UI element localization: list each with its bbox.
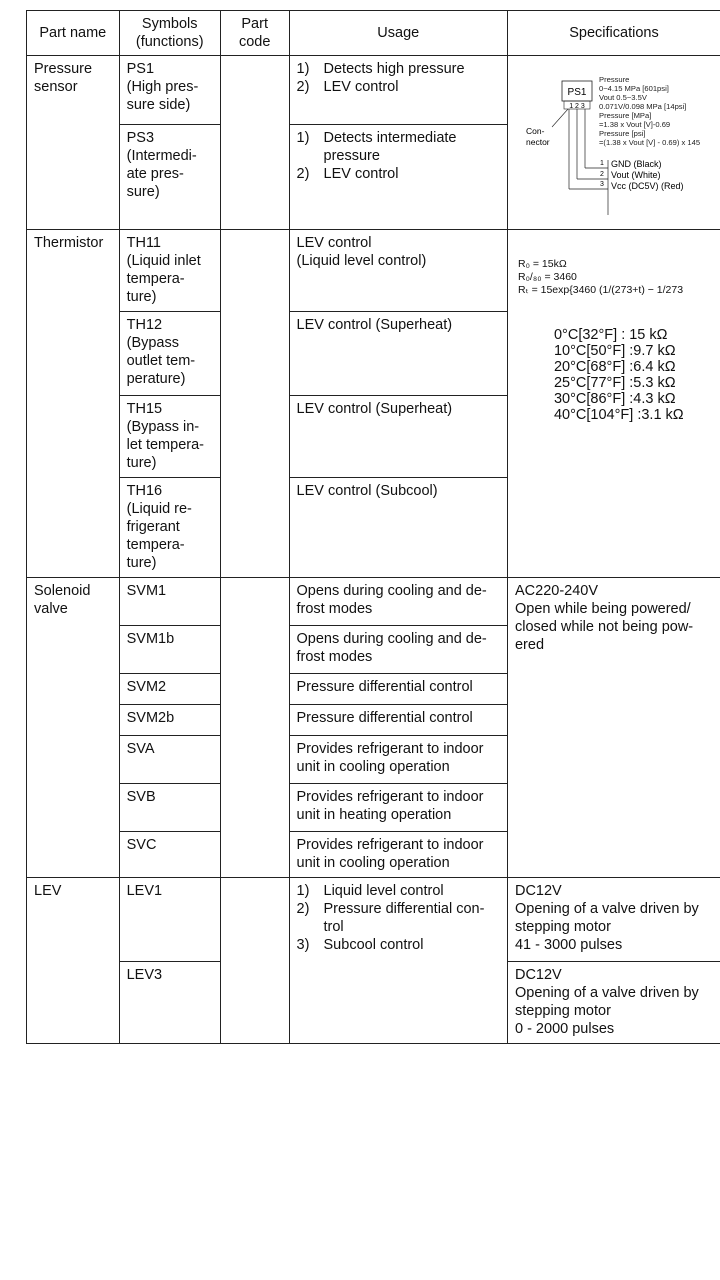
part-code-cell bbox=[220, 578, 289, 878]
pin-num: 3 bbox=[599, 181, 604, 188]
usage-th11: LEV control (Liquid level control) bbox=[289, 230, 507, 312]
diagram-note: Pressure [psi] bbox=[598, 129, 646, 138]
usage-svm2: Pressure differential control bbox=[289, 674, 507, 705]
pressure-sensor-spec bbox=[507, 56, 720, 230]
temp-resistance: 0°C[32°F] : 15 kΩ bbox=[553, 327, 668, 343]
formula-rt: Rₜ = 15exp{3460 (1/(273+t) − 1/273 bbox=[517, 284, 684, 296]
usage-lev: 1) Liquid level control 2) Pressure differential con-trol 3) Subcool control bbox=[289, 878, 507, 1044]
temp-resistance: 25°C[77°F] :5.3 kΩ bbox=[553, 375, 676, 391]
diagram-note: Pressure bbox=[598, 75, 630, 84]
usage-svm2b: Pressure differential control bbox=[289, 705, 507, 736]
usage-th16: LEV control (Subcool) bbox=[289, 478, 507, 578]
symbol-svm2: SVM2 bbox=[119, 674, 220, 705]
table-row bbox=[27, 878, 720, 962]
spec-lev3: DC12V Opening of a valve driven by stepping motor 0 - 2000 pulses bbox=[507, 962, 720, 1044]
table-row bbox=[27, 578, 720, 626]
usage-ps1: 1) Detects high pressure 2) LEV control bbox=[289, 56, 507, 125]
symbol-ps1: PS1 (High pres- sure side) bbox=[119, 56, 220, 125]
temp-resistance: 10°C[50°F] :9.7 kΩ bbox=[553, 343, 676, 359]
temp-resistance: 30°C[86°F] :4.3 kΩ bbox=[553, 391, 676, 407]
part-solenoid-valve: Solenoid valve bbox=[27, 578, 120, 878]
usage-sva: Provides refrigerant to indoor unit in cooling operation bbox=[289, 736, 507, 784]
symbol-lev3: LEV3 bbox=[119, 962, 220, 1044]
diagram-note: Vout 0.5~3.5V bbox=[598, 93, 647, 102]
symbol-th16: TH16 (Liquid re- frigerant tempera- ture) bbox=[119, 478, 220, 578]
symbol-th11: TH11 (Liquid inlet tempera- ture) bbox=[119, 230, 220, 312]
symbol-lev1: LEV1 bbox=[119, 878, 220, 962]
usage-ps3: 1) Detects intermediate pressure 2) LEV control bbox=[289, 125, 507, 230]
diagram-note: =1.38 x Vout [V]-0.69 bbox=[598, 120, 671, 129]
part-lev: LEV bbox=[27, 878, 120, 1044]
diagram-note: 0~4.15 MPa [601psi] bbox=[598, 84, 669, 93]
symbol-th15: TH15 (Bypass in- let tempera- ture) bbox=[119, 396, 220, 478]
header-specifications: Specifications bbox=[507, 11, 720, 56]
pin-num: 2 bbox=[599, 171, 604, 178]
parts-table bbox=[26, 10, 720, 1044]
pin-label-gnd: GND (Black) bbox=[610, 159, 662, 169]
usage-svm1: Opens during cooling and de- frost modes bbox=[289, 578, 507, 626]
thermistor-spec bbox=[507, 230, 720, 578]
ps1-pins: 1 2 3 bbox=[569, 103, 585, 110]
formula-r0: R₀ = 15kΩ bbox=[517, 258, 567, 270]
usage-svb: Provides refrigerant to indoor unit in heating operation bbox=[289, 784, 507, 832]
diagram-note: =(1.38 x Vout [V] - 0.69) x 145 bbox=[598, 138, 701, 147]
ps1-box-label: PS1 bbox=[567, 87, 587, 98]
solenoid-spec: AC220-240V Open while being powered/ closed while not being pow- ered bbox=[507, 578, 720, 878]
symbol-ps3: PS3 (Intermedi- ate pres- sure) bbox=[119, 125, 220, 230]
part-pressure-sensor: Pressure sensor bbox=[27, 56, 120, 230]
connector-label-2: nector bbox=[525, 137, 550, 147]
symbol-sva: SVA bbox=[119, 736, 220, 784]
symbol-svm1b: SVM1b bbox=[119, 626, 220, 674]
pin-num: 1 bbox=[599, 160, 604, 167]
symbol-svm2b: SVM2b bbox=[119, 705, 220, 736]
part-code-cell bbox=[220, 230, 289, 578]
usage-th15: LEV control (Superheat) bbox=[289, 396, 507, 478]
part-thermistor: Thermistor bbox=[27, 230, 120, 578]
header-usage: Usage bbox=[289, 11, 507, 56]
header-row bbox=[27, 11, 720, 56]
connector-label-1: Con- bbox=[525, 126, 545, 136]
part-code-cell bbox=[220, 878, 289, 1044]
symbol-svm1: SVM1 bbox=[119, 578, 220, 626]
header-part-code: Part code bbox=[220, 11, 289, 56]
diagram-note: 0.071V/0.098 MPa [14psi] bbox=[598, 102, 687, 111]
spec-lev1: DC12V Opening of a valve driven by stepping motor 41 - 3000 pulses bbox=[507, 878, 720, 962]
temp-resistance: 20°C[68°F] :6.4 kΩ bbox=[553, 359, 676, 375]
table-row bbox=[27, 56, 720, 125]
pin-label-vout: Vout (White) bbox=[610, 170, 661, 180]
symbol-svc: SVC bbox=[119, 832, 220, 878]
usage-svm1b: Opens during cooling and de- frost modes bbox=[289, 626, 507, 674]
pin-label-vcc: Vcc (DC5V) (Red) bbox=[610, 181, 684, 191]
header-part-name: Part name bbox=[27, 11, 120, 56]
table-row bbox=[27, 230, 720, 312]
usage-svc: Provides refrigerant to indoor unit in cooling operation bbox=[289, 832, 507, 878]
diagram-note: Pressure [MPa] bbox=[598, 111, 652, 120]
symbol-th12: TH12 (Bypass outlet tem- perature) bbox=[119, 312, 220, 396]
pressure-sensor-diagram bbox=[508, 65, 720, 215]
temp-resistance: 40°C[104°F] :3.1 kΩ bbox=[553, 407, 684, 423]
usage-th12: LEV control (Superheat) bbox=[289, 312, 507, 396]
symbol-svb: SVB bbox=[119, 784, 220, 832]
header-symbols: Symbols (functions) bbox=[119, 11, 220, 56]
part-code-cell bbox=[220, 56, 289, 230]
formula-b: R₀/₈₀ = 3460 bbox=[517, 271, 577, 283]
